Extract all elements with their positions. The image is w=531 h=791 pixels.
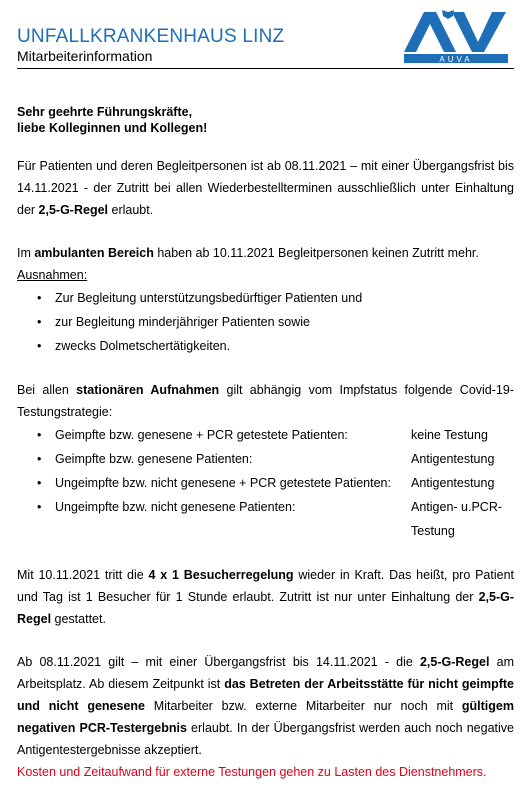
list-item-text: Zur Begleitung unterstützungsbedürftiger Patienten und	[55, 291, 363, 305]
document-body	[17, 104, 514, 783]
cost-notice: Kosten und Zeitaufwand für externe Testungen gehen zu Lasten des Dienstnehmers.	[17, 765, 487, 779]
p5-bold-3: gültigem negativen PCR-Testergebnis	[17, 699, 514, 735]
p1-bold: 2,5-G-Regel	[38, 203, 109, 217]
list-item: • Geimpfte bzw. genesene Patienten: Antigentestung	[17, 447, 514, 471]
paragraph-outpatient	[17, 242, 514, 264]
status-label: Geimpfte bzw. genesene + PCR getestete Patienten:	[55, 428, 348, 442]
list-item: • Geimpfte bzw. genesene + PCR getestete Patienten: keine Testung	[17, 423, 514, 447]
document-subtitle: Mitarbeiterinformation	[17, 48, 153, 64]
list-item-text: zwecks Dolmetschertätigkeiten.	[55, 339, 231, 353]
p2-bold: ambulanten Bereich	[34, 246, 154, 260]
header-divider	[17, 68, 514, 69]
greeting	[17, 104, 514, 136]
list-item-text: zur Begleitung minderjähriger Patienten sowie	[55, 315, 311, 329]
testing-value: Antigen- u.PCR-Testung	[411, 500, 503, 538]
p2-end: haben ab 10.11.2021 Begleitpersonen keinen Zutritt mehr.	[153, 246, 479, 260]
p3-end: gilt abhängig vom Impfstatus folgende Covid-19-Testungstrategie:	[17, 383, 514, 419]
paragraph-visitors	[17, 155, 514, 221]
p4-bold-2: 2,5-G-Regel	[17, 590, 514, 626]
list-item: • zur Begleitung minderjähriger Patienten sowie	[37, 315, 311, 329]
list-item: • Ungeimpfte bzw. nicht genesene Patienten: Antigen- u.PCR-Testung	[17, 495, 514, 543]
paragraph-workplace	[17, 651, 514, 761]
status-label: Ungeimpfte bzw. nicht genesene + PCR getestete Patienten:	[55, 476, 391, 490]
status-label: Ungeimpfte bzw. nicht genesene Patienten:	[55, 500, 296, 514]
p4-text: Mit 10.11.2021 tritt die	[17, 568, 149, 582]
testing-value: Antigentestung	[411, 452, 495, 466]
p2-text: Im	[17, 246, 35, 260]
paragraph-inpatient	[17, 379, 514, 423]
organization-name: UNFALLKRANKENHAUS LINZ	[17, 26, 285, 47]
p1-end: erlaubt.	[108, 203, 154, 217]
p4-bold: 4 x 1 Besucherregelung	[148, 568, 294, 582]
p3-bold: stationären Aufnahmen	[76, 383, 220, 397]
logo-text: AUVA	[439, 55, 473, 64]
p5-bold-2: das Betreten der Arbeitsstätte für nicht geimpfte und nicht genesene	[17, 677, 514, 713]
exceptions-label: Ausnahmen:	[17, 268, 88, 282]
p5-text-2: am Arbeitsplatz. Ab diesem Zeitpunkt ist	[17, 655, 514, 691]
p4-middle: wieder in Kraft. Das heißt, pro Patient und Tag ist 1 Besucher für 1 Stunde erlaubt. Zutritt ist nur unter Einhaltung der	[17, 568, 514, 604]
testing-value: keine Testung	[411, 428, 488, 442]
list-item: • Zur Begleitung unterstützungsbedürftiger Patienten und	[37, 291, 363, 305]
p1-text: Für Patienten und deren Begleitpersonen ist ab 08.11.2021 – mit einer Übergangsfrist bis 14.11.2021 - der Zutritt bei allen Wiederbestellterminen ausschließlich unter Einhaltung der	[17, 159, 514, 217]
greeting-line-1: Sehr geehrte Führungskräfte,	[17, 105, 193, 119]
p5-end: erlaubt. In der Übergangsfrist werden auch noch negative Antigentestergebnisse akzeptiert.	[17, 721, 514, 757]
p3-text: Bei allen	[17, 383, 77, 397]
status-label: Geimpfte bzw. genesene Patienten:	[55, 452, 253, 466]
paragraph-visitor-rule	[17, 564, 514, 630]
testing-strategy-list	[17, 423, 514, 543]
auva-logo-icon	[402, 6, 514, 64]
list-item: • Ungeimpfte bzw. nicht genesene + PCR getestete Patienten: Antigentestung	[17, 471, 514, 495]
testing-value: Antigentestung	[411, 476, 495, 490]
greeting-line-2: liebe Kolleginnen und Kollegen!	[17, 121, 208, 135]
p5-text: Ab 08.11.2021 gilt – mit einer Übergangsfrist bis 14.11.2021 - die	[17, 655, 420, 669]
p5-text-3: Mitarbeiter bzw. externe Mitarbeiter nur noch mit	[145, 699, 462, 713]
list-item: • zwecks Dolmetschertätigkeiten.	[37, 339, 231, 353]
p5-bold: 2,5-G-Regel	[419, 655, 490, 669]
p4-end: gestattet.	[51, 612, 106, 626]
exceptions-list	[17, 286, 514, 358]
